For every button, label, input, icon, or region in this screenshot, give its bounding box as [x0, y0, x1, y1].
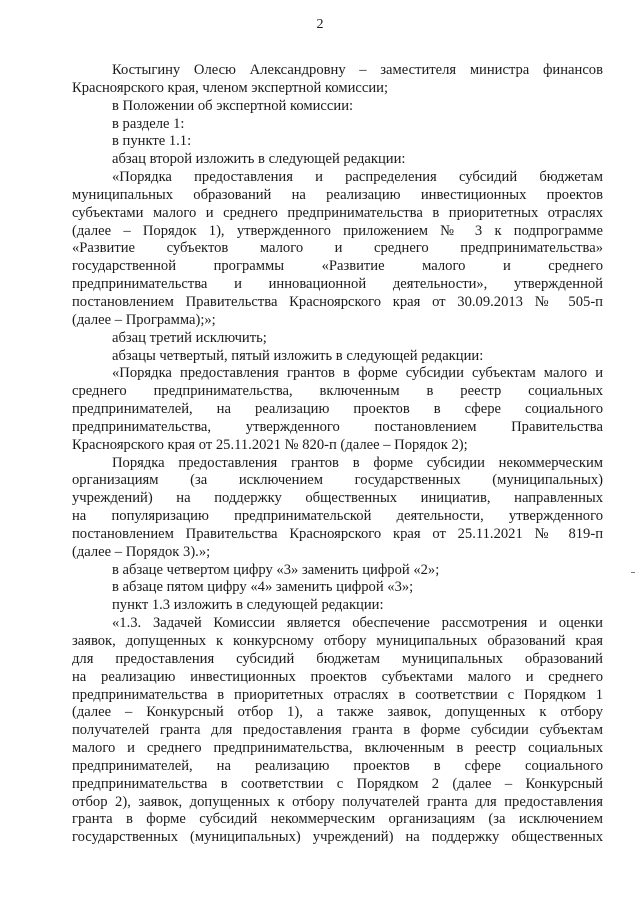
text-line: учреждений) на поддержку общественных инициатив, направленных: [72, 490, 603, 507]
text-line: государственных (муниципальных) учреждений) на поддержку общественных: [72, 829, 603, 846]
text-line: абзац третий исключить;: [112, 329, 267, 346]
text-line: «Порядка предоставления и распределения субсидий бюджетам: [112, 169, 603, 186]
text-line: субъектами малого и среднего предпринимательства в приоритетных отраслях: [72, 204, 603, 221]
text-line: государственной программы «Развитие малого и среднего: [72, 258, 603, 275]
text-line: предпринимательства и инновационной деятельности», утвержденной: [72, 276, 603, 293]
text-line: абзацы четвертый, пятый изложить в следующей редакции:: [112, 347, 484, 364]
text-line: (далее – Конкурсный отбор 1), а также заявок, допущенных к отбору: [72, 704, 603, 721]
text-line: пункт 1.3 изложить в следующей редакции:: [112, 597, 384, 614]
text-line: Костыгину Олесю Александровну – заместителя министра финансов: [112, 62, 603, 78]
text-line: (далее – Программа);»;: [72, 311, 216, 328]
text-line: предпринимательства, утвержденного постановлением Правительства: [72, 418, 603, 435]
text-line: предпринимателей, на реализацию проектов в сфере социального: [72, 401, 603, 418]
text-line: муниципальных образований на реализацию инвестиционных проектов: [72, 186, 603, 203]
text-line: «Развитие субъектов малого и среднего предпринимательства»: [72, 240, 603, 257]
text-line: среднего предпринимательства, включенным в реестр социальных: [72, 383, 603, 400]
text-line: заявок, допущенных к конкурсному отбору муниципальных образований края: [72, 633, 603, 649]
text-line: в разделе 1:: [112, 115, 185, 132]
text-line: Порядка предоставления грантов в форме субсидии некоммерческим: [112, 454, 603, 471]
scan-speck: [631, 572, 635, 573]
page-number: 2: [316, 17, 324, 32]
text-line: Красноярского края от 25.11.2021 № 820-п (далее – Порядок 2);: [72, 436, 468, 453]
text-line: предпринимательства в приоритетных отраслях в соответствии с Порядком 1: [72, 686, 603, 703]
text-line: малого и среднего предпринимательства, включенным в реестр социальных: [72, 740, 603, 757]
text-line: для предоставления субсидий бюджетам муниципальных образований: [72, 650, 603, 667]
text-line: на реализацию инвестиционных проектов субъектами малого и среднего: [72, 668, 603, 685]
text-line: получателей гранта для предоставления гранта в форме субсидии субъектам: [72, 722, 603, 739]
text-line: (далее – Порядок 3).»;: [72, 543, 211, 560]
text-line: постановлением Правительства Красноярского края от 25.11.2021 № 819-п: [72, 525, 603, 542]
text-line: «Порядка предоставления грантов в форме субсидии субъектам малого и: [112, 365, 603, 382]
text-line: (далее – Порядок 1), утвержденного приложением № 3 к подпрограмме: [72, 222, 603, 239]
text-line: абзац второй изложить в следующей редакции:: [112, 151, 406, 168]
text-line: в абзаце пятом цифру «4» заменить цифрой «3»;: [112, 579, 414, 596]
text-line: в пункте 1.1:: [112, 133, 192, 150]
text-line: постановлением Правительства Красноярского края от 30.09.2013 № 505-п: [72, 293, 603, 310]
text-line: в абзаце четвертом цифру «3» заменить цифрой «2»;: [112, 561, 440, 578]
text-line: в Положении об экспертной комиссии:: [112, 97, 354, 114]
document-body: [72, 62, 603, 847]
text-line: на популяризацию предпринимательской деятельности, утвержденного: [72, 508, 603, 525]
text-line: организациям (за исключением государственных (муниципальных): [72, 472, 603, 489]
text-line: предпринимательства в соответствии с Порядком 2 (далее – Конкурсный: [72, 775, 603, 792]
text-line: Красноярского края, членом экспертной комиссии;: [72, 79, 389, 96]
text-line: предпринимателей, на реализацию проектов в сфере социального: [72, 757, 603, 774]
text-line: «1.3. Задачей Комиссии является обеспечение рассмотрения и оценки: [112, 615, 603, 632]
text-line: гранта в форме субсидий некоммерческим организациям (за исключением: [72, 811, 603, 828]
text-line: отбор 2), заявок, допущенных к отбору получателей гранта для предоставления: [72, 793, 603, 810]
